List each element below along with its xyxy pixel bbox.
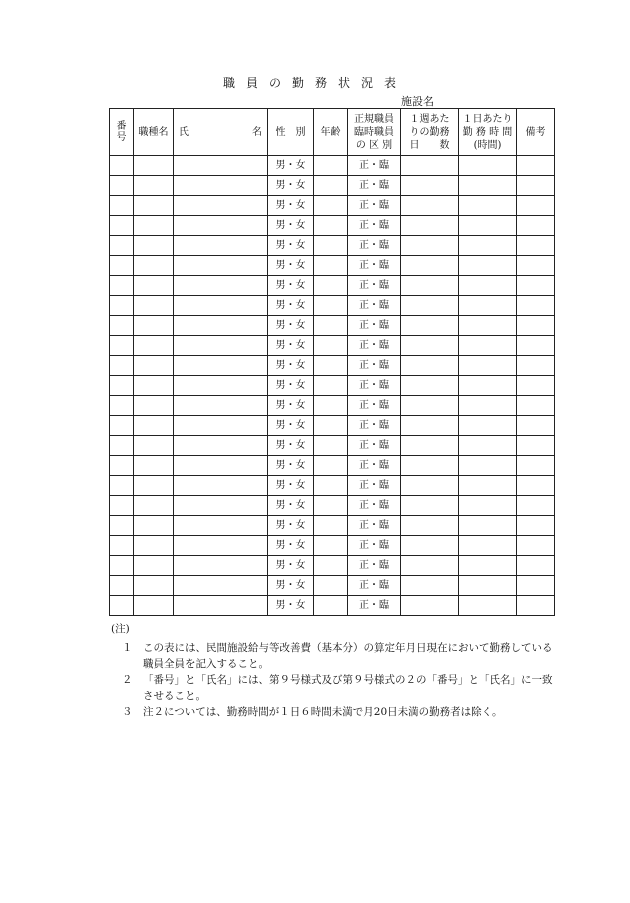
cell-classification: 正・臨 — [348, 576, 401, 596]
cell-sex: 男・女 — [268, 256, 314, 276]
cell-classification: 正・臨 — [348, 356, 401, 376]
cell-name — [174, 516, 268, 536]
cell-daily-hours — [459, 256, 517, 276]
cell-daily-hours — [459, 476, 517, 496]
cell-remarks — [517, 156, 555, 176]
cell-remarks — [517, 396, 555, 416]
notes-section — [111, 621, 561, 720]
cell-name — [174, 376, 268, 396]
cell-weekly-days — [401, 536, 459, 556]
cell-number — [110, 236, 134, 256]
header-classification-line: 正規職員 — [354, 113, 394, 125]
cell-job-title — [134, 176, 174, 196]
cell-name — [174, 156, 268, 176]
cell-age — [314, 216, 348, 236]
cell-name — [174, 296, 268, 316]
cell-number — [110, 436, 134, 456]
cell-job-title — [134, 276, 174, 296]
table-row — [110, 416, 555, 436]
header-age: 年齢 — [314, 109, 348, 156]
cell-weekly-days — [401, 156, 459, 176]
cell-classification: 正・臨 — [348, 336, 401, 356]
cell-number — [110, 416, 134, 436]
cell-daily-hours — [459, 576, 517, 596]
cell-job-title — [134, 456, 174, 476]
cell-name — [174, 556, 268, 576]
cell-daily-hours — [459, 376, 517, 396]
cell-sex: 男・女 — [268, 456, 314, 476]
cell-classification: 正・臨 — [348, 536, 401, 556]
table-row — [110, 176, 555, 196]
cell-age — [314, 356, 348, 376]
cell-number — [110, 496, 134, 516]
cell-weekly-days — [401, 556, 459, 576]
cell-job-title — [134, 216, 174, 236]
cell-job-title — [134, 416, 174, 436]
cell-job-title — [134, 476, 174, 496]
cell-daily-hours — [459, 416, 517, 436]
cell-weekly-days — [401, 476, 459, 496]
table-row — [110, 436, 555, 456]
cell-classification: 正・臨 — [348, 476, 401, 496]
header-daily-hours-line: (時間) — [473, 139, 502, 151]
cell-weekly-days — [401, 216, 459, 236]
cell-job-title — [134, 316, 174, 336]
cell-job-title — [134, 496, 174, 516]
header-classification — [348, 109, 401, 156]
table-row — [110, 256, 555, 276]
cell-remarks — [517, 476, 555, 496]
cell-number — [110, 576, 134, 596]
table-row — [110, 556, 555, 576]
cell-weekly-days — [401, 276, 459, 296]
cell-daily-hours — [459, 176, 517, 196]
cell-classification: 正・臨 — [348, 376, 401, 396]
header-sex: 性 別 — [268, 109, 314, 156]
cell-number — [110, 296, 134, 316]
cell-classification: 正・臨 — [348, 176, 401, 196]
cell-remarks — [517, 296, 555, 316]
header-weekly-days — [401, 109, 459, 156]
cell-age — [314, 196, 348, 216]
cell-remarks — [517, 376, 555, 396]
cell-sex: 男・女 — [268, 396, 314, 416]
header-weekly-days-line: １週あた — [409, 113, 450, 125]
cell-age — [314, 336, 348, 356]
cell-name — [174, 196, 268, 216]
cell-job-title — [134, 436, 174, 456]
staff-table — [109, 108, 555, 616]
cell-classification: 正・臨 — [348, 436, 401, 456]
cell-daily-hours — [459, 536, 517, 556]
cell-name — [174, 396, 268, 416]
cell-name — [174, 576, 268, 596]
cell-daily-hours — [459, 156, 517, 176]
cell-classification: 正・臨 — [348, 556, 401, 576]
cell-classification: 正・臨 — [348, 316, 401, 336]
cell-age — [314, 496, 348, 516]
cell-sex: 男・女 — [268, 416, 314, 436]
table-row — [110, 496, 555, 516]
cell-remarks — [517, 496, 555, 516]
table-row — [110, 336, 555, 356]
cell-number — [110, 356, 134, 376]
cell-weekly-days — [401, 256, 459, 276]
cell-number — [110, 256, 134, 276]
cell-classification: 正・臨 — [348, 196, 401, 216]
cell-age — [314, 436, 348, 456]
cell-age — [314, 156, 348, 176]
cell-daily-hours — [459, 316, 517, 336]
cell-job-title — [134, 596, 174, 616]
cell-number — [110, 596, 134, 616]
cell-remarks — [517, 176, 555, 196]
cell-job-title — [134, 236, 174, 256]
cell-classification: 正・臨 — [348, 236, 401, 256]
cell-daily-hours — [459, 336, 517, 356]
cell-remarks — [517, 216, 555, 236]
cell-remarks — [517, 556, 555, 576]
cell-weekly-days — [401, 496, 459, 516]
cell-name — [174, 476, 268, 496]
cell-sex: 男・女 — [268, 176, 314, 196]
cell-sex: 男・女 — [268, 276, 314, 296]
cell-sex: 男・女 — [268, 536, 314, 556]
note-text: 注２については、勤務時間が１日６時間未満で月20日未満の勤務者は除く。 — [143, 706, 503, 718]
cell-job-title — [134, 376, 174, 396]
cell-age — [314, 596, 348, 616]
cell-weekly-days — [401, 576, 459, 596]
cell-sex: 男・女 — [268, 196, 314, 216]
cell-age — [314, 276, 348, 296]
cell-age — [314, 236, 348, 256]
cell-name — [174, 596, 268, 616]
cell-number — [110, 216, 134, 236]
cell-weekly-days — [401, 396, 459, 416]
notes-heading: (注) — [111, 623, 130, 635]
table-row — [110, 216, 555, 236]
cell-age — [314, 396, 348, 416]
note-item — [111, 704, 561, 720]
header-classification-line: の 区 別 — [355, 139, 393, 151]
table-row — [110, 516, 555, 536]
cell-daily-hours — [459, 456, 517, 476]
cell-number — [110, 316, 134, 336]
cell-remarks — [517, 456, 555, 476]
note-number: １ — [122, 642, 133, 654]
cell-name — [174, 236, 268, 256]
cell-age — [314, 536, 348, 556]
cell-number — [110, 476, 134, 496]
note-item — [111, 672, 561, 704]
cell-age — [314, 516, 348, 536]
cell-classification: 正・臨 — [348, 256, 401, 276]
cell-job-title — [134, 536, 174, 556]
cell-number — [110, 396, 134, 416]
header-classification-line: 臨時職員 — [354, 126, 394, 138]
cell-sex: 男・女 — [268, 436, 314, 456]
cell-age — [314, 416, 348, 436]
cell-sex: 男・女 — [268, 556, 314, 576]
cell-daily-hours — [459, 216, 517, 236]
cell-name — [174, 496, 268, 516]
cell-sex: 男・女 — [268, 576, 314, 596]
header-job-title: 職種名 — [134, 109, 174, 156]
table-body — [110, 156, 555, 616]
cell-name — [174, 276, 268, 296]
table-row — [110, 456, 555, 476]
cell-sex: 男・女 — [268, 316, 314, 336]
cell-daily-hours — [459, 396, 517, 416]
cell-age — [314, 456, 348, 476]
cell-classification: 正・臨 — [348, 456, 401, 476]
table-row — [110, 576, 555, 596]
table-row — [110, 296, 555, 316]
cell-weekly-days — [401, 356, 459, 376]
cell-number — [110, 196, 134, 216]
cell-remarks — [517, 576, 555, 596]
cell-name — [174, 356, 268, 376]
cell-weekly-days — [401, 456, 459, 476]
cell-daily-hours — [459, 356, 517, 376]
cell-number — [110, 536, 134, 556]
cell-sex: 男・女 — [268, 516, 314, 536]
cell-name — [174, 176, 268, 196]
cell-weekly-days — [401, 316, 459, 336]
cell-daily-hours — [459, 596, 517, 616]
cell-sex: 男・女 — [268, 216, 314, 236]
cell-number — [110, 336, 134, 356]
cell-classification: 正・臨 — [348, 296, 401, 316]
cell-job-title — [134, 256, 174, 276]
cell-weekly-days — [401, 596, 459, 616]
cell-age — [314, 576, 348, 596]
cell-number — [110, 176, 134, 196]
header-daily-hours-line: 勤 務 時 間 — [462, 126, 513, 138]
cell-weekly-days — [401, 176, 459, 196]
cell-job-title — [134, 576, 174, 596]
cell-weekly-days — [401, 376, 459, 396]
table-row — [110, 236, 555, 256]
cell-sex: 男・女 — [268, 356, 314, 376]
cell-job-title — [134, 356, 174, 376]
cell-weekly-days — [401, 236, 459, 256]
cell-sex: 男・女 — [268, 476, 314, 496]
table-row — [110, 276, 555, 296]
table-row — [110, 156, 555, 176]
cell-daily-hours — [459, 276, 517, 296]
cell-remarks — [517, 196, 555, 216]
header-remarks: 備考 — [517, 109, 555, 156]
cell-classification: 正・臨 — [348, 516, 401, 536]
cell-age — [314, 376, 348, 396]
cell-daily-hours — [459, 436, 517, 456]
cell-job-title — [134, 296, 174, 316]
cell-daily-hours — [459, 296, 517, 316]
cell-sex: 男・女 — [268, 236, 314, 256]
cell-daily-hours — [459, 236, 517, 256]
header-daily-hours-line: １日あたり — [462, 113, 513, 125]
header-name — [174, 109, 268, 156]
cell-number — [110, 516, 134, 536]
note-item — [111, 640, 561, 672]
cell-sex: 男・女 — [268, 596, 314, 616]
table-row — [110, 536, 555, 556]
cell-remarks — [517, 236, 555, 256]
cell-number — [110, 276, 134, 296]
facility-name-label: 施設名 — [401, 95, 434, 108]
cell-number — [110, 156, 134, 176]
cell-name — [174, 436, 268, 456]
note-number: ３ — [122, 706, 133, 718]
cell-number — [110, 376, 134, 396]
cell-sex: 男・女 — [268, 296, 314, 316]
cell-classification: 正・臨 — [348, 216, 401, 236]
cell-number — [110, 556, 134, 576]
table-row — [110, 476, 555, 496]
cell-name — [174, 456, 268, 476]
header-name-left: 氏 — [179, 126, 189, 138]
cell-weekly-days — [401, 436, 459, 456]
cell-age — [314, 556, 348, 576]
cell-name — [174, 216, 268, 236]
cell-classification: 正・臨 — [348, 496, 401, 516]
cell-age — [314, 296, 348, 316]
cell-remarks — [517, 316, 555, 336]
cell-name — [174, 336, 268, 356]
cell-sex: 男・女 — [268, 156, 314, 176]
note-text: この表には、民間施設給与等改善費（基本分）の算定年月日現在において勤務している職員全員を記入すること。 — [143, 642, 553, 670]
cell-remarks — [517, 276, 555, 296]
header-daily-hours — [459, 109, 517, 156]
cell-daily-hours — [459, 496, 517, 516]
cell-job-title — [134, 556, 174, 576]
cell-remarks — [517, 356, 555, 376]
cell-classification: 正・臨 — [348, 416, 401, 436]
table-row — [110, 596, 555, 616]
cell-remarks — [517, 436, 555, 456]
header-weekly-days-line: 日 数 — [409, 139, 450, 151]
header-name-right: 名 — [252, 126, 262, 138]
cell-number — [110, 456, 134, 476]
header-number — [110, 109, 134, 156]
cell-weekly-days — [401, 516, 459, 536]
page-title: 職員の勤務状況表 — [222, 76, 407, 90]
cell-daily-hours — [459, 556, 517, 576]
cell-remarks — [517, 516, 555, 536]
cell-name — [174, 256, 268, 276]
cell-age — [314, 176, 348, 196]
note-number: ２ — [122, 674, 133, 686]
cell-age — [314, 476, 348, 496]
header-weekly-days-line: りの勤務 — [409, 126, 450, 138]
cell-sex: 男・女 — [268, 376, 314, 396]
cell-classification: 正・臨 — [348, 156, 401, 176]
cell-job-title — [134, 396, 174, 416]
cell-job-title — [134, 196, 174, 216]
cell-daily-hours — [459, 516, 517, 536]
table-row — [110, 316, 555, 336]
cell-daily-hours — [459, 196, 517, 216]
table-row — [110, 196, 555, 216]
cell-classification: 正・臨 — [348, 596, 401, 616]
cell-job-title — [134, 336, 174, 356]
cell-remarks — [517, 596, 555, 616]
table-row — [110, 376, 555, 396]
cell-remarks — [517, 336, 555, 356]
cell-sex: 男・女 — [268, 336, 314, 356]
cell-age — [314, 316, 348, 336]
cell-name — [174, 316, 268, 336]
cell-weekly-days — [401, 196, 459, 216]
cell-age — [314, 256, 348, 276]
cell-weekly-days — [401, 296, 459, 316]
cell-sex: 男・女 — [268, 496, 314, 516]
cell-name — [174, 416, 268, 436]
cell-weekly-days — [401, 416, 459, 436]
cell-classification: 正・臨 — [348, 276, 401, 296]
cell-remarks — [517, 256, 555, 276]
cell-job-title — [134, 156, 174, 176]
cell-remarks — [517, 536, 555, 556]
cell-classification: 正・臨 — [348, 396, 401, 416]
table-row — [110, 356, 555, 376]
cell-weekly-days — [401, 336, 459, 356]
table-row — [110, 396, 555, 416]
header-number-label: 番 号 — [116, 120, 127, 143]
cell-remarks — [517, 416, 555, 436]
note-text: 「番号」と「氏名」には、第９号様式及び第９号様式の２の「番号」と「氏名」に一致させること。 — [143, 674, 553, 702]
cell-job-title — [134, 516, 174, 536]
cell-name — [174, 536, 268, 556]
